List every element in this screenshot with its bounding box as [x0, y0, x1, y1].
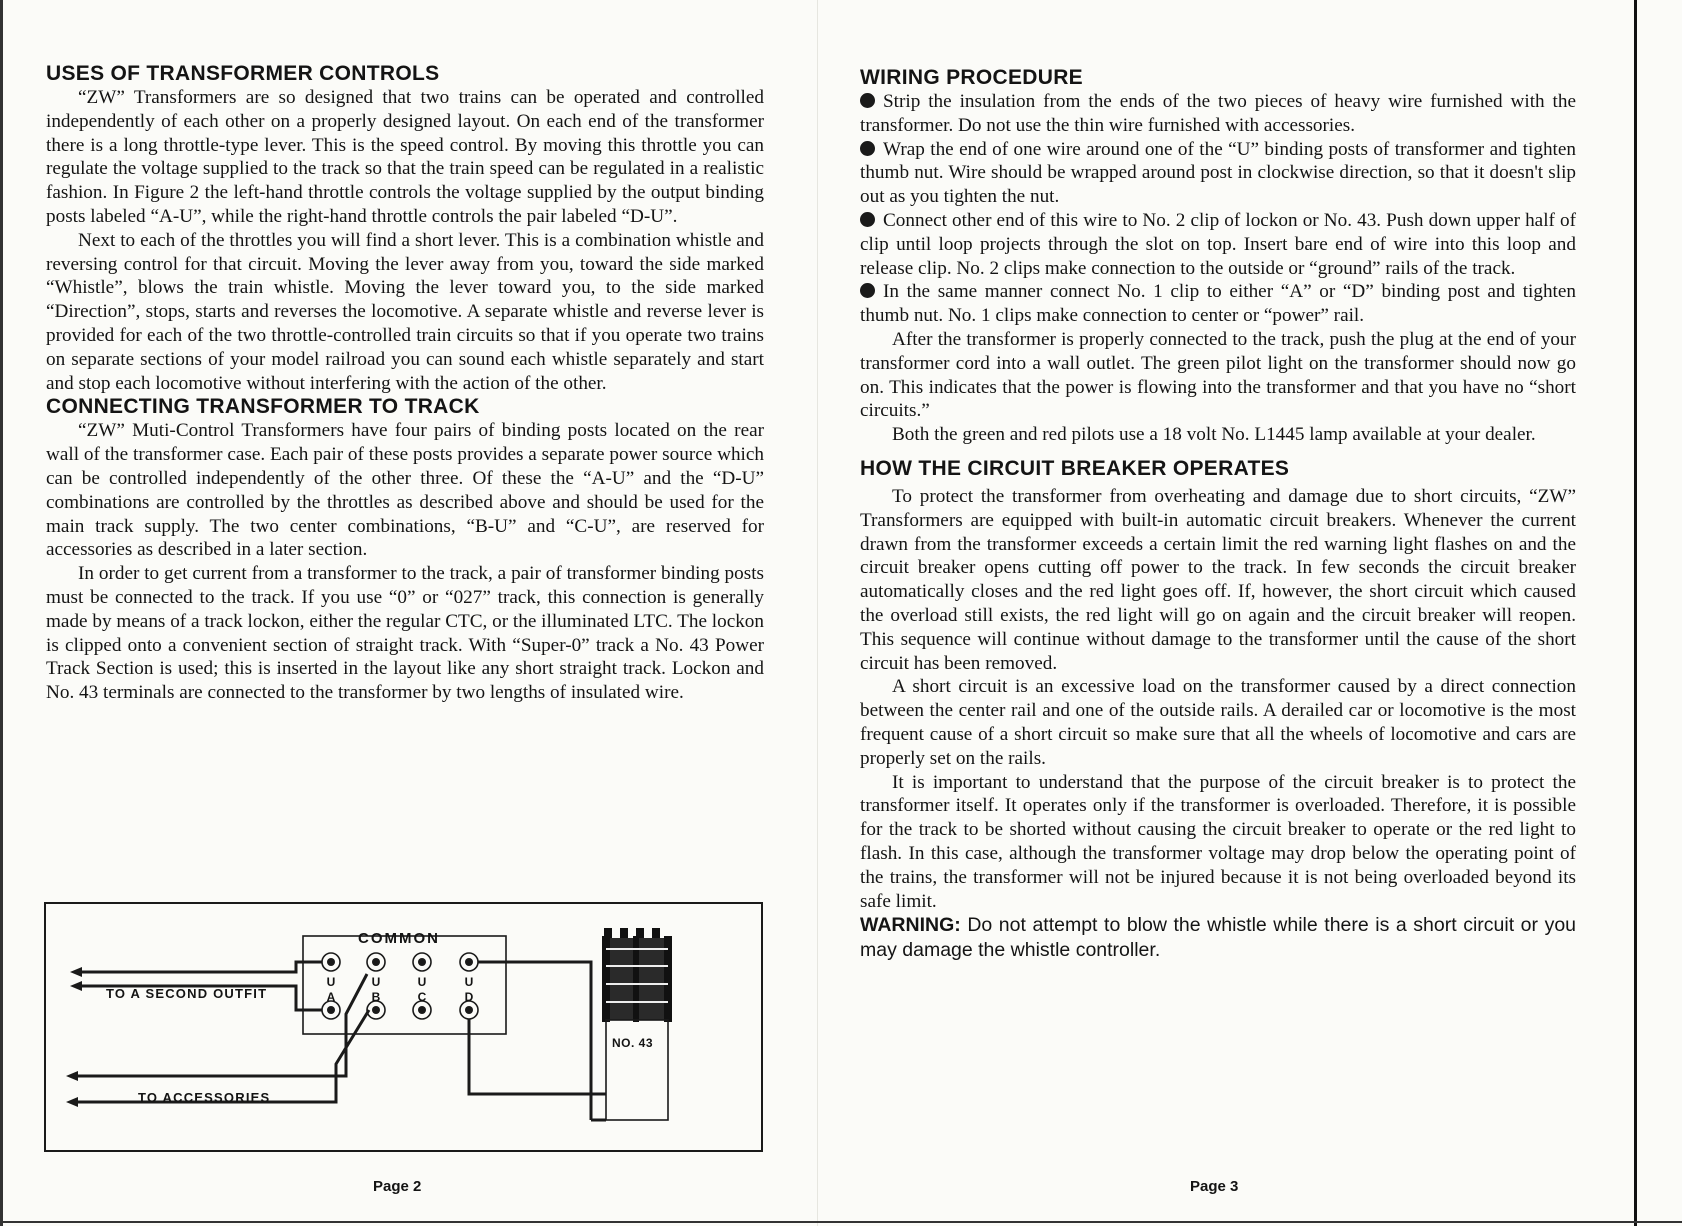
wire-second-outfit-upper [76, 962, 322, 972]
bullet-icon [860, 93, 875, 108]
bullet-icon [860, 212, 875, 227]
scan-left-edge [0, 0, 3, 1226]
page-number-right: Page 3 [1190, 1178, 1239, 1195]
wiring-step-4-text: In the same manner connect No. 1 clip to either “A” or “D” binding post and tighten thumb nut. No. 1 clips make connection to center or “power” rail. [860, 281, 1576, 327]
post-label-u2: U [371, 975, 381, 989]
second-outfit-label: TO A SECOND OUTFIT [106, 986, 268, 1001]
paragraph-whistle-reverse: Next to each of the throttles you will find a short lever. This is a combination whistle and reversing control for that circuit. Moving the lever away from you, toward the side marked “Whistle”, blows the train whistle. Moving the lever toward you, to the side marked “Direction”, stops, starts and reverses the locomotive. A separate whistle and reverse lever is provided for each of the two throttle-controlled train circuits so that if you operate two trains on separate sections of your model railroad you can sound each whistle separately and start and stop each locomotive without interfering with the action of the other. [46, 229, 764, 394]
post-label-a: A [326, 990, 336, 1004]
wiring-step-2 [860, 138, 1576, 209]
warning-note [860, 913, 1576, 962]
paragraph-binding-posts: “ZW” Muti-Control Transformers have four pairs of binding posts located on the rear wall of the transformer case. Each pair of these posts provides a separate power source which can be controlled independently of the other three. Of these the “A-U” and the “D-U” combinations are controlled by the throttles as described above and should be used for the main track supply. The two center combinations, “B-U” and “C-U”, are reserved for accessories as described in a later section. [46, 420, 764, 561]
wiring-diagram [44, 902, 763, 1152]
wiring-step-3-text: Connect other end of this wire to No. 2 clip of lockon or No. 43. Push down upper half of clip until loop projects through the slot on top. Insert bare end of wire into this loop and release clip. No. 2 clips make connection to the outside or “ground” rails of the track. [860, 209, 1576, 279]
wire-track-ground [478, 962, 591, 1120]
heading-circuit-breaker: HOW THE CIRCUIT BREAKER OPERATES [860, 456, 1290, 480]
wire-track-power [469, 1019, 606, 1094]
bullet-icon [860, 283, 875, 298]
no43-terminal-box [606, 1020, 668, 1120]
wiring-step-1 [860, 90, 1576, 138]
heading-wiring-procedure: WIRING PROCEDURE [860, 66, 1083, 89]
paragraph-pilot-light: After the transformer is properly connected to the track, push the plug at the end of your transformer cord into a wall outlet. The green pilot light on the transformer should now go on. This indicates that the power is flowing into the transformer and that you have no “short circuits.” [860, 328, 1576, 422]
track-section-graphic [602, 928, 672, 1022]
warning-lead: WARNING: [860, 914, 961, 937]
post-label-d: D [464, 990, 474, 1004]
scan-right-edge [1634, 0, 1637, 1226]
paragraph-circuit-breaker: To protect the transformer from overheating and damage due to short circuits, “ZW” Transformers are equipped with built-in automatic circuit breakers. Whenever the current drawn from the transformer exceeds a certain limit the red warning light flashes on and the circuit breaker opens cutting off power to the track. In few seconds the circuit breaker automatically closes and the red light goes off. If, however, the short circuit which caused the overload still exists, the red light will go on again and the circuit breaker will reopen. This sequence will continue without damage to the transformer until the cause of the short circuit has been removed. [860, 485, 1576, 674]
accessories-label: TO ACCESSORIES [138, 1090, 271, 1105]
paragraph-lamp: Both the green and red pilots use a 18 volt No. L1445 lamp available at your dealer. [892, 424, 1536, 446]
wiring-step-4 [860, 280, 1576, 328]
warning-text: Do not attempt to blow the whistle while there is a short circuit or you may damage the whistle controller. [860, 914, 1577, 961]
heading-connecting-transformer: CONNECTING TRANSFORMER TO TRACK [46, 395, 480, 419]
bullet-icon [860, 141, 875, 156]
post-label-b: B [371, 990, 381, 1004]
wire-accessories-lower [70, 1010, 369, 1102]
post-label-c: C [417, 990, 427, 1004]
wiring-step-3 [860, 209, 1576, 280]
heading-uses-of-transformer-controls: USES OF TRANSFORMER CONTROLS [46, 62, 440, 85]
paragraph-short-circuit: A short circuit is an excessive load on the transformer caused by a direct connection between the center rail and one of the outside rails. A derailed car or locomotive is the most frequent cause of a short circuit so make sure that all the wheels of locomotive and cars are properly set on the rails. [860, 676, 1576, 769]
paragraph-breaker-purpose: It is important to understand that the purpose of the circuit breaker is to protect the transformer itself. It operates only if the transformer is overloaded. Therefore, it is possible for the track to be shorted without causing the circuit breaker to operate or the red light to flash. In this case, although the transformer voltage may drop below the operating point of the trains, the transformer will not be injured because it is not being overloaded beyond its safe limit. [860, 771, 1576, 912]
binding-posts-top [322, 953, 478, 971]
left-page [46, 0, 764, 705]
wiring-step-1-text: Strip the insulation from the ends of the two pieces of heavy wire furnished with the transformer. Do not use the thin wire furnished with accessories. [860, 91, 1576, 136]
paragraph-throttle-control: “ZW” Transformers are so designed that two trains can be operated and controlled independently of each other on a properly designed layout. On each end of the transformer there is a long throttle-type lever. This is the speed control. By moving this throttle you can regulate the voltage supplied to the track so that the train speed can be regulated in a realistic fashion. In Figure 2 the left-hand throttle controls the voltage supplied by the output binding posts labeled “A-U”, while the right-hand throttle controls the pair labeled “D-U”. [46, 87, 764, 227]
common-label: COMMON [358, 930, 440, 947]
right-page [860, 0, 1576, 962]
no43-label: NO. 43 [612, 1036, 654, 1050]
post-label-u1: U [326, 975, 336, 989]
post-label-u3: U [417, 975, 427, 989]
page-fold [817, 0, 818, 1226]
wiring-step-2-text: Wrap the end of one wire around one of the “U” binding posts of transformer and tighten thumb nut. Wire should be wrapped around post in clockwise direction, so that it doesn't slip out as you tighten the nut. [860, 138, 1576, 208]
paragraph-track-connection: In order to get current from a transformer to the track, a pair of transformer binding posts must be connected to the track. If you use “0” or “027” track, this connection is generally made by means of a track lockon, either the regular CTC, or the illuminated LTC. The lockon is clipped onto a convenient section of straight track. With “Super-0” track a No. 43 Power Track Section is used; this is inserted in the layout like any short straight track. Lockon and No. 43 terminals are connected to the transformer by two lengths of insulated wire. [46, 563, 764, 704]
scan-bottom-edge [0, 1221, 1682, 1223]
page-number-left: Page 2 [373, 1178, 422, 1195]
post-label-u4: U [464, 975, 474, 989]
